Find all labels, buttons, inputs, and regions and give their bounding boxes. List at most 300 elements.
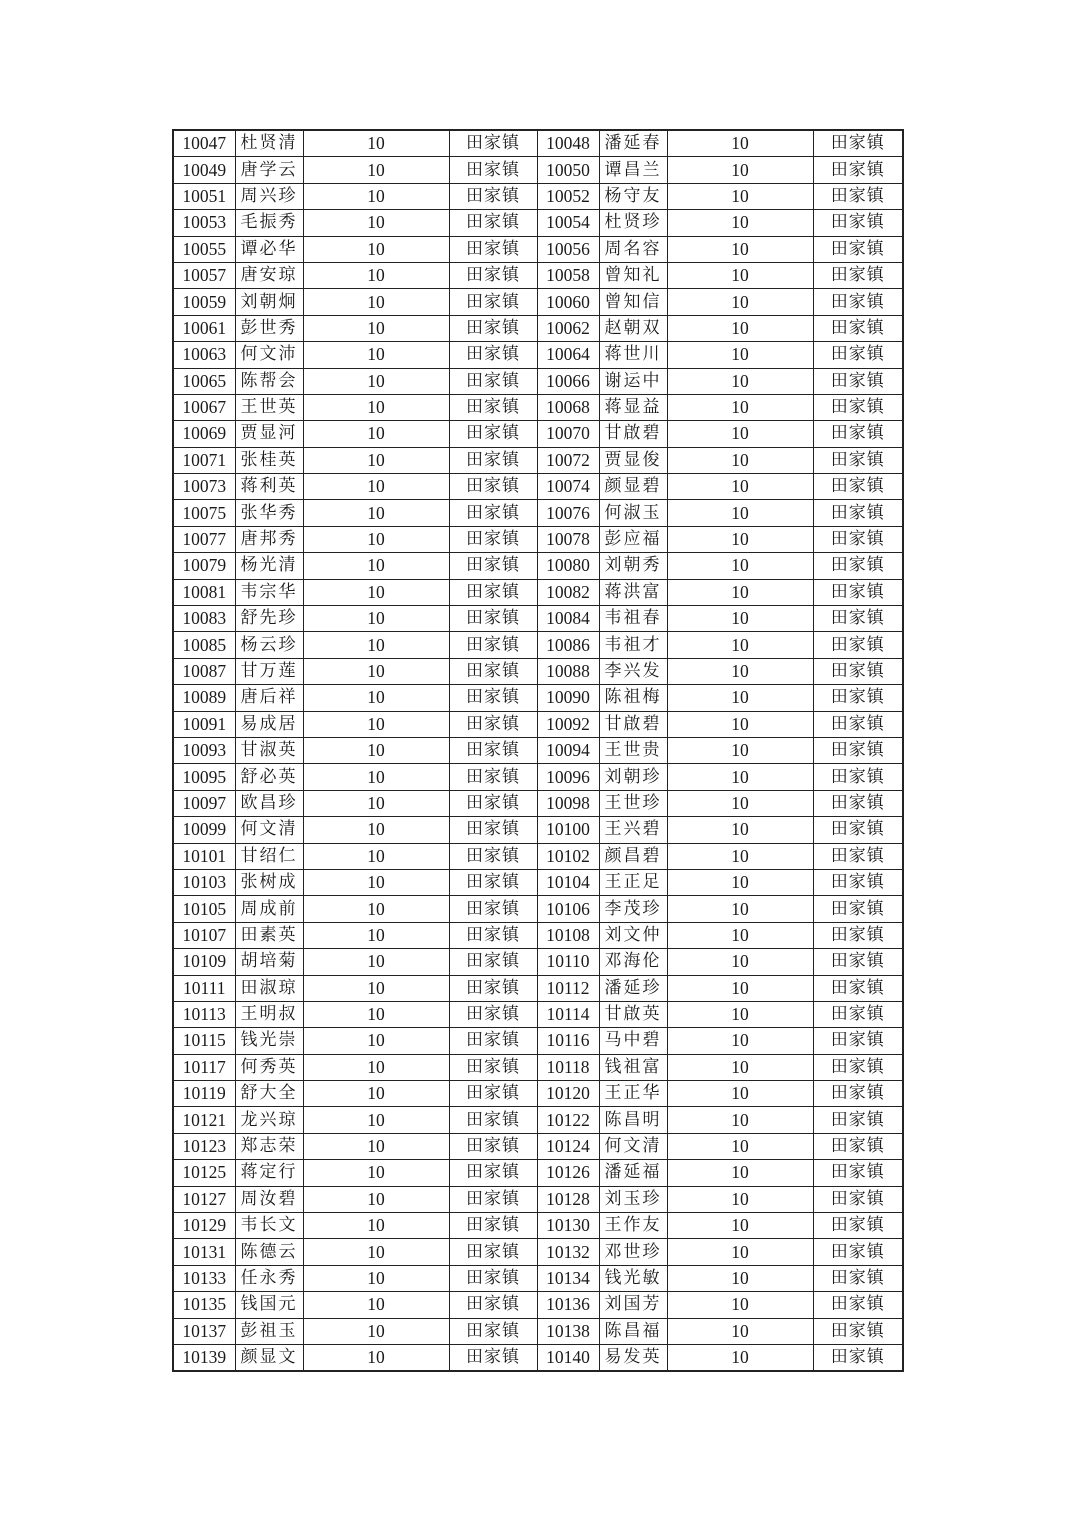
town-cell: 田家镇 bbox=[449, 1292, 537, 1318]
id-cell: 10050 bbox=[537, 157, 599, 183]
town-cell: 田家镇 bbox=[813, 764, 903, 790]
table-row bbox=[173, 236, 903, 262]
id-cell: 10079 bbox=[173, 553, 235, 579]
amount-cell: 10 bbox=[303, 658, 449, 684]
name-cell: 张桂英 bbox=[235, 447, 303, 473]
id-cell: 10117 bbox=[173, 1054, 235, 1080]
amount-cell: 10 bbox=[303, 447, 449, 473]
name-cell: 杜贤珍 bbox=[599, 210, 667, 236]
id-cell: 10075 bbox=[173, 500, 235, 526]
name-cell: 陈昌福 bbox=[599, 1318, 667, 1344]
id-cell: 10082 bbox=[537, 579, 599, 605]
table-row bbox=[173, 922, 903, 948]
table-row bbox=[173, 394, 903, 420]
name-cell: 蒋定行 bbox=[235, 1160, 303, 1186]
town-cell: 田家镇 bbox=[449, 817, 537, 843]
name-cell: 陈帮会 bbox=[235, 368, 303, 394]
table-row bbox=[173, 1186, 903, 1212]
id-cell: 10049 bbox=[173, 157, 235, 183]
name-cell: 甘啟英 bbox=[599, 1001, 667, 1027]
name-cell: 甘万莲 bbox=[235, 658, 303, 684]
town-cell: 田家镇 bbox=[449, 1265, 537, 1291]
id-cell: 10113 bbox=[173, 1001, 235, 1027]
amount-cell: 10 bbox=[303, 553, 449, 579]
town-cell: 田家镇 bbox=[449, 843, 537, 869]
amount-cell: 10 bbox=[303, 368, 449, 394]
table-row bbox=[173, 421, 903, 447]
amount-cell: 10 bbox=[303, 315, 449, 341]
town-cell: 田家镇 bbox=[813, 1186, 903, 1212]
id-cell: 10124 bbox=[537, 1133, 599, 1159]
amount-cell: 10 bbox=[303, 262, 449, 288]
name-cell: 钱光敏 bbox=[599, 1265, 667, 1291]
town-cell: 田家镇 bbox=[449, 183, 537, 209]
id-cell: 10129 bbox=[173, 1213, 235, 1239]
id-cell: 10064 bbox=[537, 342, 599, 368]
town-cell: 田家镇 bbox=[813, 606, 903, 632]
town-cell: 田家镇 bbox=[449, 711, 537, 737]
name-cell: 田素英 bbox=[235, 922, 303, 948]
name-cell: 颜昌碧 bbox=[599, 843, 667, 869]
amount-cell: 10 bbox=[303, 1292, 449, 1318]
table-row bbox=[173, 1107, 903, 1133]
amount-cell: 10 bbox=[667, 869, 813, 895]
town-cell: 田家镇 bbox=[449, 737, 537, 763]
town-cell: 田家镇 bbox=[813, 183, 903, 209]
name-cell: 易成居 bbox=[235, 711, 303, 737]
town-cell: 田家镇 bbox=[449, 896, 537, 922]
id-cell: 10072 bbox=[537, 447, 599, 473]
id-cell: 10134 bbox=[537, 1265, 599, 1291]
id-cell: 10071 bbox=[173, 447, 235, 473]
name-cell: 李兴发 bbox=[599, 658, 667, 684]
town-cell: 田家镇 bbox=[449, 210, 537, 236]
amount-cell: 10 bbox=[667, 949, 813, 975]
amount-cell: 10 bbox=[667, 737, 813, 763]
table-row bbox=[173, 474, 903, 500]
name-cell: 王正华 bbox=[599, 1081, 667, 1107]
amount-cell: 10 bbox=[303, 1160, 449, 1186]
id-cell: 10125 bbox=[173, 1160, 235, 1186]
name-cell: 韦长文 bbox=[235, 1213, 303, 1239]
town-cell: 田家镇 bbox=[449, 157, 537, 183]
name-cell: 蒋显益 bbox=[599, 394, 667, 420]
table-row bbox=[173, 737, 903, 763]
name-cell: 王正足 bbox=[599, 869, 667, 895]
amount-cell: 10 bbox=[667, 447, 813, 473]
town-cell: 田家镇 bbox=[449, 975, 537, 1001]
town-cell: 田家镇 bbox=[449, 262, 537, 288]
name-cell: 潘延福 bbox=[599, 1160, 667, 1186]
amount-cell: 10 bbox=[303, 949, 449, 975]
id-cell: 10126 bbox=[537, 1160, 599, 1186]
amount-cell: 10 bbox=[303, 1344, 449, 1371]
id-cell: 10087 bbox=[173, 658, 235, 684]
amount-cell: 10 bbox=[303, 975, 449, 1001]
amount-cell: 10 bbox=[303, 1001, 449, 1027]
id-cell: 10115 bbox=[173, 1028, 235, 1054]
table-row bbox=[173, 817, 903, 843]
name-cell: 张华秀 bbox=[235, 500, 303, 526]
town-cell: 田家镇 bbox=[449, 500, 537, 526]
amount-cell: 10 bbox=[303, 843, 449, 869]
town-cell: 田家镇 bbox=[449, 1239, 537, 1265]
amount-cell: 10 bbox=[667, 975, 813, 1001]
town-cell: 田家镇 bbox=[813, 1107, 903, 1133]
town-cell: 田家镇 bbox=[813, 975, 903, 1001]
name-cell: 刘文仲 bbox=[599, 922, 667, 948]
id-cell: 10073 bbox=[173, 474, 235, 500]
amount-cell: 10 bbox=[667, 1133, 813, 1159]
amount-cell: 10 bbox=[303, 1265, 449, 1291]
town-cell: 田家镇 bbox=[449, 764, 537, 790]
amount-cell: 10 bbox=[667, 896, 813, 922]
table-row bbox=[173, 658, 903, 684]
id-cell: 10105 bbox=[173, 896, 235, 922]
town-cell: 田家镇 bbox=[449, 447, 537, 473]
town-cell: 田家镇 bbox=[449, 1213, 537, 1239]
name-cell: 甘淑英 bbox=[235, 737, 303, 763]
table-row bbox=[173, 368, 903, 394]
table-row bbox=[173, 130, 903, 157]
table-row bbox=[173, 1318, 903, 1344]
name-cell: 毛振秀 bbox=[235, 210, 303, 236]
id-cell: 10089 bbox=[173, 685, 235, 711]
town-cell: 田家镇 bbox=[813, 790, 903, 816]
table-row bbox=[173, 262, 903, 288]
amount-cell: 10 bbox=[303, 183, 449, 209]
town-cell: 田家镇 bbox=[813, 1081, 903, 1107]
amount-cell: 10 bbox=[303, 526, 449, 552]
name-cell: 颜显碧 bbox=[599, 474, 667, 500]
name-cell: 唐后祥 bbox=[235, 685, 303, 711]
amount-cell: 10 bbox=[667, 183, 813, 209]
id-cell: 10083 bbox=[173, 606, 235, 632]
town-cell: 田家镇 bbox=[449, 1318, 537, 1344]
name-cell: 杨光清 bbox=[235, 553, 303, 579]
name-cell: 马中碧 bbox=[599, 1028, 667, 1054]
id-cell: 10118 bbox=[537, 1054, 599, 1080]
table-row bbox=[173, 1054, 903, 1080]
table-row bbox=[173, 1265, 903, 1291]
town-cell: 田家镇 bbox=[449, 1133, 537, 1159]
name-cell: 韦祖才 bbox=[599, 632, 667, 658]
town-cell: 田家镇 bbox=[449, 869, 537, 895]
name-cell: 韦宗华 bbox=[235, 579, 303, 605]
id-cell: 10051 bbox=[173, 183, 235, 209]
id-cell: 10069 bbox=[173, 421, 235, 447]
table-row bbox=[173, 949, 903, 975]
town-cell: 田家镇 bbox=[813, 1001, 903, 1027]
roster-body bbox=[173, 130, 903, 1371]
id-cell: 10048 bbox=[537, 130, 599, 157]
id-cell: 10102 bbox=[537, 843, 599, 869]
id-cell: 10053 bbox=[173, 210, 235, 236]
id-cell: 10077 bbox=[173, 526, 235, 552]
name-cell: 蒋洪富 bbox=[599, 579, 667, 605]
name-cell: 王世贵 bbox=[599, 737, 667, 763]
name-cell: 甘啟碧 bbox=[599, 711, 667, 737]
table-row bbox=[173, 500, 903, 526]
name-cell: 欧昌珍 bbox=[235, 790, 303, 816]
table-row bbox=[173, 1160, 903, 1186]
amount-cell: 10 bbox=[667, 1001, 813, 1027]
name-cell: 彭祖玉 bbox=[235, 1318, 303, 1344]
amount-cell: 10 bbox=[303, 1213, 449, 1239]
amount-cell: 10 bbox=[303, 157, 449, 183]
name-cell: 甘啟碧 bbox=[599, 421, 667, 447]
name-cell: 陈祖梅 bbox=[599, 685, 667, 711]
id-cell: 10056 bbox=[537, 236, 599, 262]
amount-cell: 10 bbox=[303, 632, 449, 658]
amount-cell: 10 bbox=[667, 394, 813, 420]
amount-cell: 10 bbox=[303, 210, 449, 236]
id-cell: 10133 bbox=[173, 1265, 235, 1291]
id-cell: 10092 bbox=[537, 711, 599, 737]
town-cell: 田家镇 bbox=[813, 1265, 903, 1291]
amount-cell: 10 bbox=[667, 262, 813, 288]
town-cell: 田家镇 bbox=[813, 1054, 903, 1080]
name-cell: 舒先珍 bbox=[235, 606, 303, 632]
town-cell: 田家镇 bbox=[813, 262, 903, 288]
name-cell: 王世珍 bbox=[599, 790, 667, 816]
name-cell: 杜贤清 bbox=[235, 130, 303, 157]
id-cell: 10109 bbox=[173, 949, 235, 975]
town-cell: 田家镇 bbox=[813, 843, 903, 869]
table-row bbox=[173, 289, 903, 315]
town-cell: 田家镇 bbox=[813, 896, 903, 922]
id-cell: 10055 bbox=[173, 236, 235, 262]
id-cell: 10135 bbox=[173, 1292, 235, 1318]
name-cell: 彭应福 bbox=[599, 526, 667, 552]
amount-cell: 10 bbox=[667, 632, 813, 658]
id-cell: 10095 bbox=[173, 764, 235, 790]
amount-cell: 10 bbox=[667, 342, 813, 368]
town-cell: 田家镇 bbox=[813, 711, 903, 737]
amount-cell: 10 bbox=[667, 289, 813, 315]
name-cell: 何文清 bbox=[235, 817, 303, 843]
id-cell: 10139 bbox=[173, 1344, 235, 1371]
name-cell: 舒大全 bbox=[235, 1081, 303, 1107]
name-cell: 贾显俊 bbox=[599, 447, 667, 473]
town-cell: 田家镇 bbox=[813, 315, 903, 341]
amount-cell: 10 bbox=[667, 1160, 813, 1186]
amount-cell: 10 bbox=[667, 1265, 813, 1291]
town-cell: 田家镇 bbox=[449, 236, 537, 262]
name-cell: 任永秀 bbox=[235, 1265, 303, 1291]
name-cell: 胡培菊 bbox=[235, 949, 303, 975]
name-cell: 王兴碧 bbox=[599, 817, 667, 843]
town-cell: 田家镇 bbox=[813, 421, 903, 447]
name-cell: 周汝碧 bbox=[235, 1186, 303, 1212]
town-cell: 田家镇 bbox=[813, 922, 903, 948]
id-cell: 10106 bbox=[537, 896, 599, 922]
amount-cell: 10 bbox=[303, 790, 449, 816]
id-cell: 10059 bbox=[173, 289, 235, 315]
name-cell: 邓海伦 bbox=[599, 949, 667, 975]
id-cell: 10103 bbox=[173, 869, 235, 895]
table-row bbox=[173, 790, 903, 816]
id-cell: 10100 bbox=[537, 817, 599, 843]
town-cell: 田家镇 bbox=[449, 1160, 537, 1186]
town-cell: 田家镇 bbox=[813, 869, 903, 895]
id-cell: 10128 bbox=[537, 1186, 599, 1212]
table-row bbox=[173, 183, 903, 209]
table-row bbox=[173, 711, 903, 737]
name-cell: 刘朝秀 bbox=[599, 553, 667, 579]
town-cell: 田家镇 bbox=[449, 1107, 537, 1133]
name-cell: 甘绍仁 bbox=[235, 843, 303, 869]
id-cell: 10130 bbox=[537, 1213, 599, 1239]
name-cell: 谭必华 bbox=[235, 236, 303, 262]
amount-cell: 10 bbox=[303, 289, 449, 315]
amount-cell: 10 bbox=[303, 394, 449, 420]
town-cell: 田家镇 bbox=[449, 949, 537, 975]
town-cell: 田家镇 bbox=[813, 685, 903, 711]
id-cell: 10099 bbox=[173, 817, 235, 843]
amount-cell: 10 bbox=[667, 1213, 813, 1239]
name-cell: 易发英 bbox=[599, 1344, 667, 1371]
amount-cell: 10 bbox=[667, 210, 813, 236]
town-cell: 田家镇 bbox=[449, 658, 537, 684]
name-cell: 颜显文 bbox=[235, 1344, 303, 1371]
id-cell: 10065 bbox=[173, 368, 235, 394]
id-cell: 10121 bbox=[173, 1107, 235, 1133]
amount-cell: 10 bbox=[303, 421, 449, 447]
name-cell: 刘朝珍 bbox=[599, 764, 667, 790]
id-cell: 10096 bbox=[537, 764, 599, 790]
town-cell: 田家镇 bbox=[449, 790, 537, 816]
amount-cell: 10 bbox=[667, 236, 813, 262]
name-cell: 钱祖富 bbox=[599, 1054, 667, 1080]
town-cell: 田家镇 bbox=[813, 394, 903, 420]
name-cell: 钱光崇 bbox=[235, 1028, 303, 1054]
town-cell: 田家镇 bbox=[449, 1054, 537, 1080]
id-cell: 10061 bbox=[173, 315, 235, 341]
amount-cell: 10 bbox=[667, 1028, 813, 1054]
town-cell: 田家镇 bbox=[813, 1318, 903, 1344]
amount-cell: 10 bbox=[667, 922, 813, 948]
id-cell: 10136 bbox=[537, 1292, 599, 1318]
amount-cell: 10 bbox=[667, 579, 813, 605]
id-cell: 10078 bbox=[537, 526, 599, 552]
name-cell: 王作友 bbox=[599, 1213, 667, 1239]
name-cell: 田淑琼 bbox=[235, 975, 303, 1001]
town-cell: 田家镇 bbox=[813, 1028, 903, 1054]
id-cell: 10085 bbox=[173, 632, 235, 658]
id-cell: 10114 bbox=[537, 1001, 599, 1027]
amount-cell: 10 bbox=[667, 1107, 813, 1133]
table-row bbox=[173, 157, 903, 183]
name-cell: 王世英 bbox=[235, 394, 303, 420]
town-cell: 田家镇 bbox=[813, 1292, 903, 1318]
table-row bbox=[173, 210, 903, 236]
id-cell: 10047 bbox=[173, 130, 235, 157]
table-row bbox=[173, 843, 903, 869]
town-cell: 田家镇 bbox=[449, 315, 537, 341]
town-cell: 田家镇 bbox=[449, 1344, 537, 1371]
town-cell: 田家镇 bbox=[449, 685, 537, 711]
table-row bbox=[173, 632, 903, 658]
table-row bbox=[173, 579, 903, 605]
town-cell: 田家镇 bbox=[449, 922, 537, 948]
table-row bbox=[173, 1028, 903, 1054]
id-cell: 10111 bbox=[173, 975, 235, 1001]
id-cell: 10086 bbox=[537, 632, 599, 658]
amount-cell: 10 bbox=[667, 474, 813, 500]
id-cell: 10060 bbox=[537, 289, 599, 315]
table-row bbox=[173, 1001, 903, 1027]
id-cell: 10131 bbox=[173, 1239, 235, 1265]
town-cell: 田家镇 bbox=[449, 579, 537, 605]
town-cell: 田家镇 bbox=[813, 500, 903, 526]
name-cell: 杨云珍 bbox=[235, 632, 303, 658]
name-cell: 郑志荣 bbox=[235, 1133, 303, 1159]
table-row bbox=[173, 1213, 903, 1239]
town-cell: 田家镇 bbox=[449, 1028, 537, 1054]
name-cell: 张树成 bbox=[235, 869, 303, 895]
town-cell: 田家镇 bbox=[813, 658, 903, 684]
amount-cell: 10 bbox=[303, 342, 449, 368]
amount-cell: 10 bbox=[667, 1292, 813, 1318]
table-row bbox=[173, 896, 903, 922]
town-cell: 田家镇 bbox=[813, 553, 903, 579]
id-cell: 10101 bbox=[173, 843, 235, 869]
town-cell: 田家镇 bbox=[813, 289, 903, 315]
town-cell: 田家镇 bbox=[449, 368, 537, 394]
id-cell: 10067 bbox=[173, 394, 235, 420]
id-cell: 10120 bbox=[537, 1081, 599, 1107]
name-cell: 谭昌兰 bbox=[599, 157, 667, 183]
amount-cell: 10 bbox=[667, 315, 813, 341]
town-cell: 田家镇 bbox=[449, 1081, 537, 1107]
name-cell: 曾知信 bbox=[599, 289, 667, 315]
id-cell: 10058 bbox=[537, 262, 599, 288]
id-cell: 10057 bbox=[173, 262, 235, 288]
name-cell: 舒必英 bbox=[235, 764, 303, 790]
town-cell: 田家镇 bbox=[813, 474, 903, 500]
town-cell: 田家镇 bbox=[813, 1239, 903, 1265]
amount-cell: 10 bbox=[667, 1186, 813, 1212]
id-cell: 10104 bbox=[537, 869, 599, 895]
id-cell: 10132 bbox=[537, 1239, 599, 1265]
town-cell: 田家镇 bbox=[449, 606, 537, 632]
table-row bbox=[173, 1344, 903, 1371]
town-cell: 田家镇 bbox=[813, 632, 903, 658]
name-cell: 何文清 bbox=[599, 1133, 667, 1159]
town-cell: 田家镇 bbox=[813, 1213, 903, 1239]
town-cell: 田家镇 bbox=[449, 421, 537, 447]
amount-cell: 10 bbox=[667, 1081, 813, 1107]
amount-cell: 10 bbox=[303, 896, 449, 922]
id-cell: 10066 bbox=[537, 368, 599, 394]
town-cell: 田家镇 bbox=[813, 1160, 903, 1186]
amount-cell: 10 bbox=[303, 869, 449, 895]
amount-cell: 10 bbox=[303, 1186, 449, 1212]
amount-cell: 10 bbox=[667, 711, 813, 737]
name-cell: 周名容 bbox=[599, 236, 667, 262]
amount-cell: 10 bbox=[667, 1054, 813, 1080]
town-cell: 田家镇 bbox=[813, 342, 903, 368]
name-cell: 彭世秀 bbox=[235, 315, 303, 341]
amount-cell: 10 bbox=[667, 790, 813, 816]
id-cell: 10052 bbox=[537, 183, 599, 209]
id-cell: 10063 bbox=[173, 342, 235, 368]
amount-cell: 10 bbox=[303, 711, 449, 737]
amount-cell: 10 bbox=[303, 764, 449, 790]
town-cell: 田家镇 bbox=[813, 579, 903, 605]
table-row bbox=[173, 553, 903, 579]
